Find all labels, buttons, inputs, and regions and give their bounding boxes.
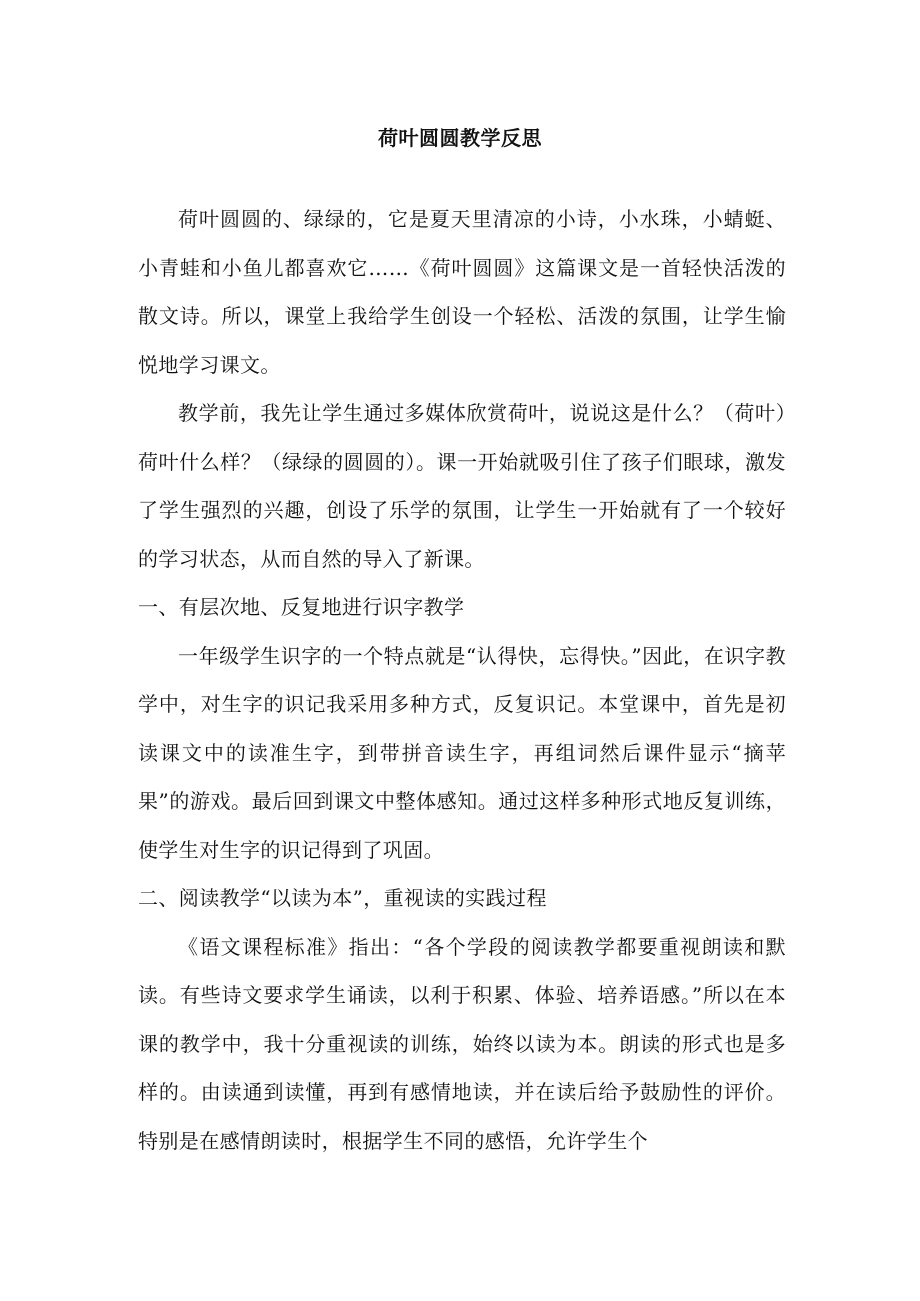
paragraph-literacy: 一年级学生识字的一个特点就是“认得快，忘得快。”因此，在识字教学中，对生字的识记我采用多种方式，反复识记。本堂课中，首先是初读课文中的读准生字，到带拼音读生字，再组词然后课件显示“摘苹果”的游戏。最后回到课文中整体感知。通过这样多种形式地反复训练，使学生对生字的识记得到了巩固。	[138, 643, 786, 862]
paragraph-lesson-opening: 教学前，我先让学生通过多媒体欣赏荷叶，说说这是什么？（荷叶）荷叶什么样？（绿绿的圆圆的）。课一开始就吸引住了孩子们眼球，激发了学生强烈的兴趣，创设了乐学的氛围，让学生一开始就有了一个较好的学习状态，从而自然的导入了新课。	[138, 401, 786, 571]
document-title: 荷叶圆圆教学反思	[378, 126, 542, 150]
section-heading-reading: 二、阅读教学“以读为本”，重视读的实践过程	[138, 886, 547, 910]
paragraph-intro: 荷叶圆圆的、绿绿的，它是夏天里清凉的小诗，小水珠，小蜻蜓、小青蛙和小鱼儿都喜欢它……《荷叶圆圆》这篇课文是一首轻快活泼的散文诗。所以，课堂上我给学生创设一个轻松、活泼的氛围，让学生愉悦地学习课文。	[138, 207, 786, 377]
section-heading-literacy: 一、有层次地、反复地进行识字教学	[138, 595, 465, 619]
document-body	[138, 195, 786, 1165]
paragraph-reading: 《语文课程标准》指出：“各个学段的阅读教学都要重视朗读和默读。有些诗文要求学生诵读，以利于积累、体验、培养语感。”所以在本课的教学中，我十分重视读的训练，始终以读为本。朗读的形式也是多样的。由读通到读懂，再到有感情地读，并在读后给予鼓励性的评价。特别是在感情朗读时，根据学生不同的感悟，允许学生个	[138, 934, 786, 1153]
